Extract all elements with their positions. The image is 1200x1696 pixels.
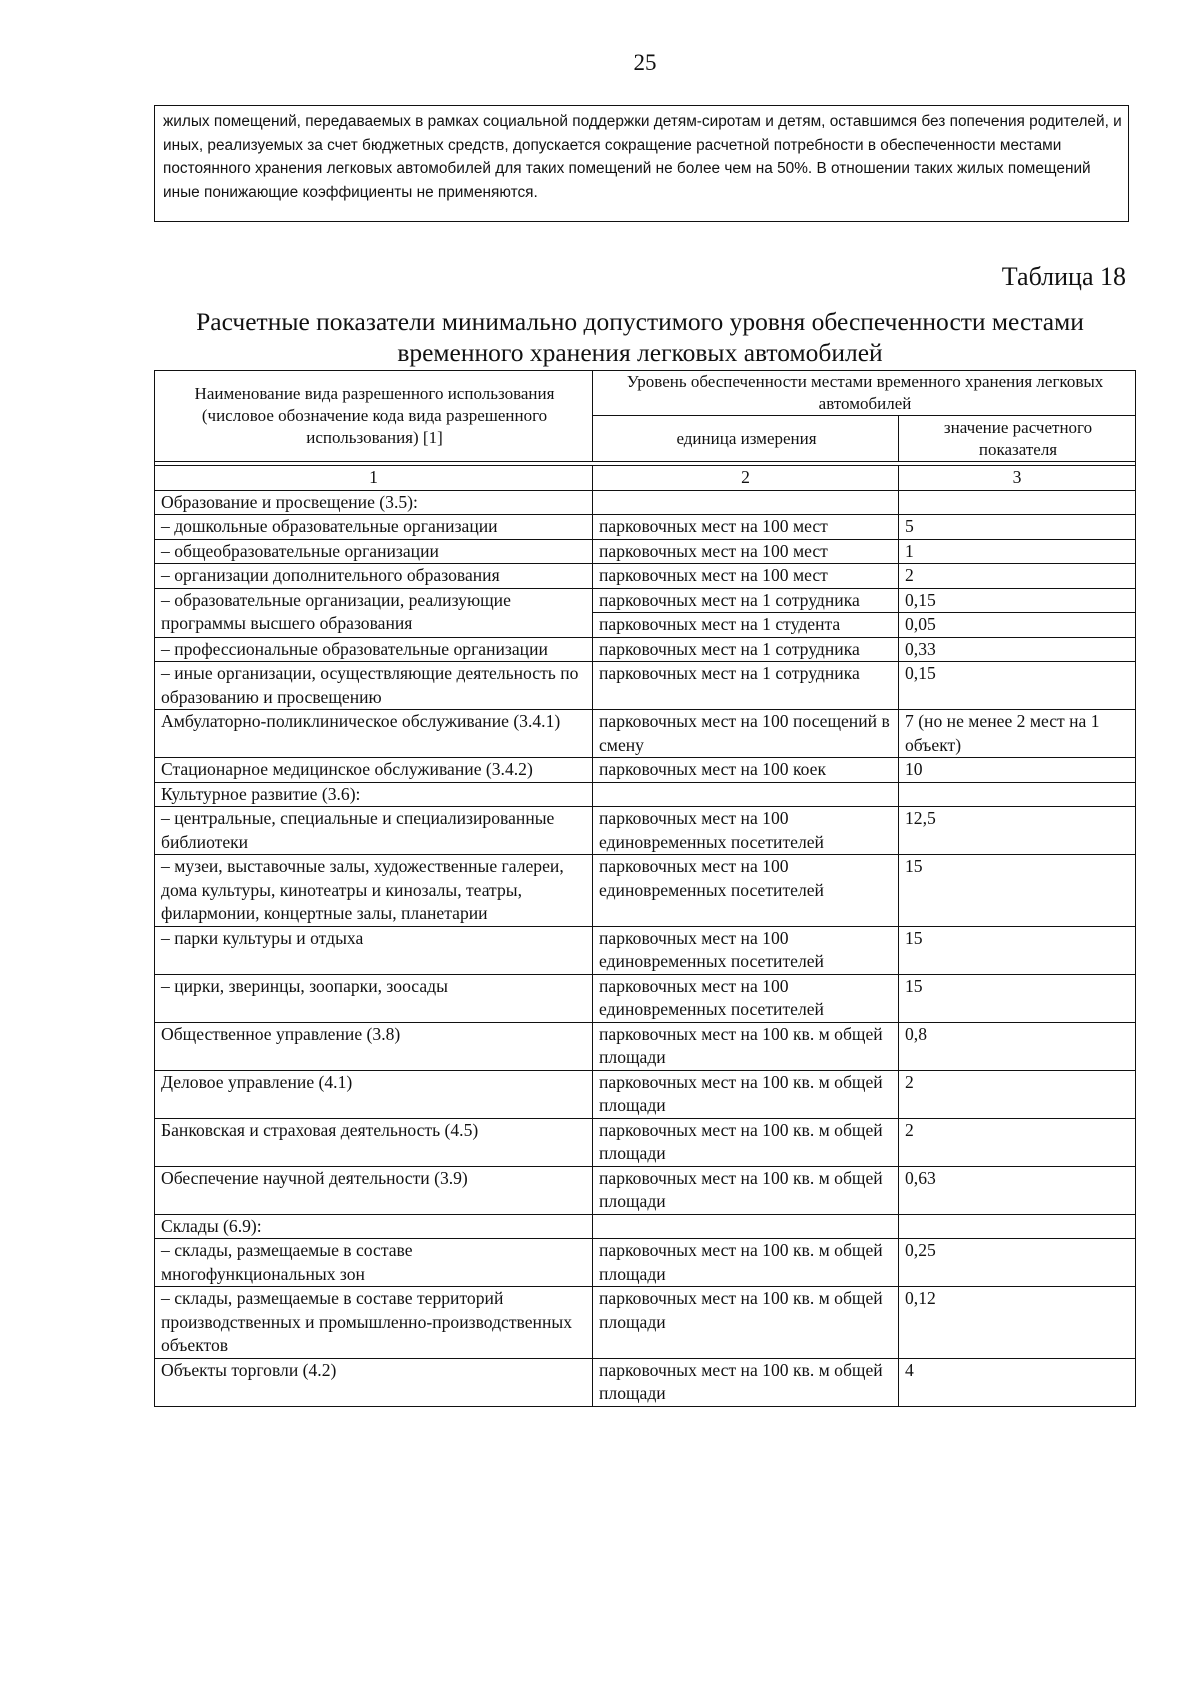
table-row (155, 974, 1136, 1022)
header-col-1: Наименование вида разрешенного использования (числовое обозначение кода вида разрешенного использования) [1] (155, 371, 593, 462)
row-name: Склады (6.9): (155, 1214, 593, 1239)
column-number-3: 3 (899, 466, 1136, 491)
row-name: Обеспечение научной деятельности (3.9) (155, 1166, 593, 1214)
row-unit: парковочных мест на 100 мест (593, 515, 899, 540)
row-name: – центральные, специальные и специализированные библиотеки (155, 807, 593, 855)
row-name: Общественное управление (3.8) (155, 1022, 593, 1070)
table-row (155, 758, 1136, 783)
row-value: 15 (899, 926, 1136, 974)
row-value: 4 (899, 1358, 1136, 1406)
row-name: – организации дополнительного образования (155, 564, 593, 589)
table-row (155, 710, 1136, 758)
row-unit: парковочных мест на 100 кв. м общей площади (593, 1022, 899, 1070)
row-unit: парковочных мест на 100 единовременных посетителей (593, 855, 899, 927)
row-unit: парковочных мест на 100 мест (593, 564, 899, 589)
column-number-1: 1 (155, 466, 593, 491)
table-row (155, 926, 1136, 974)
table-row (155, 1287, 1136, 1359)
row-unit: парковочных мест на 100 кв. м общей площади (593, 1358, 899, 1406)
row-unit: парковочных мест на 100 коек (593, 758, 899, 783)
page-number: 25 (633, 50, 657, 75)
row-value: 0,33 (899, 637, 1136, 662)
row-name: Объекты торговли (4.2) (155, 1358, 593, 1406)
row-value: 15 (899, 974, 1136, 1022)
row-unit (593, 782, 899, 807)
row-name: – профессиональные образовательные организации (155, 637, 593, 662)
header-row-1 (155, 371, 1136, 416)
row-value: 0,8 (899, 1022, 1136, 1070)
row-value: 0,12 (899, 1287, 1136, 1359)
row-unit: парковочных мест на 100 кв. м общей площади (593, 1070, 899, 1118)
table-row (155, 1239, 1136, 1287)
header-group: Уровень обеспеченности местами временного хранения легковых автомобилей (593, 371, 1136, 416)
table-row (155, 1166, 1136, 1214)
row-unit: парковочных мест на 100 кв. м общей площади (593, 1287, 899, 1359)
row-value: 0,15 (899, 588, 1136, 613)
table-row (155, 490, 1136, 515)
table-row (155, 782, 1136, 807)
table-row (155, 588, 1136, 613)
row-value: 0,25 (899, 1239, 1136, 1287)
table-row (155, 1022, 1136, 1070)
table-label: Таблица 18 (1001, 262, 1126, 291)
row-value: 10 (899, 758, 1136, 783)
table-row (155, 637, 1136, 662)
row-value: 0,63 (899, 1166, 1136, 1214)
row-name: – общеобразовательные организации (155, 539, 593, 564)
table-row (155, 539, 1136, 564)
row-unit: парковочных мест на 100 единовременных посетителей (593, 974, 899, 1022)
row-value (899, 1214, 1136, 1239)
row-value: 2 (899, 1070, 1136, 1118)
row-value (899, 782, 1136, 807)
row-unit: парковочных мест на 100 единовременных посетителей (593, 807, 899, 855)
note-box: жилых помещений, передаваемых в рамках социальной поддержки детям-сиротам и детям, оставшимся без попечения родителей, и иных, реализуемых за счет бюджетных средств, допускается сокращение расчетной потребности в обеспеченности местами постоянного хранения легковых автомобилей для таких помещений не более чем на 50%. В отношении таких жилых помещений иные понижающие коэффициенты не применяются. (154, 105, 1129, 222)
row-name: – иные организации, осуществляющие деятельность по образованию и просвещению (155, 662, 593, 710)
row-value: 0,05 (899, 613, 1136, 638)
row-name: Амбулаторно-поликлиническое обслуживание (3.4.1) (155, 710, 593, 758)
table-row (155, 807, 1136, 855)
row-name: – склады, размещаемые в составе территорий производственных и промышленно-производственных объектов (155, 1287, 593, 1359)
table-row (155, 662, 1136, 710)
row-unit: парковочных мест на 1 сотрудника (593, 637, 899, 662)
row-name: – склады, размещаемые в составе многофункциональных зон (155, 1239, 593, 1287)
table-row (155, 1358, 1136, 1406)
row-name: – музеи, выставочные залы, художественные галереи, дома культуры, кинотеатры и кинозалы, театры, филармонии, концертные залы, планетарии (155, 855, 593, 927)
row-unit: парковочных мест на 100 кв. м общей площади (593, 1239, 899, 1287)
row-name: – образовательные организации, реализующие программы высшего образования (155, 588, 593, 637)
row-unit: парковочных мест на 1 сотрудника (593, 588, 899, 613)
row-name: – цирки, зверинцы, зоопарки, зоосады (155, 974, 593, 1022)
table-row (155, 1070, 1136, 1118)
table-title: Расчетные показатели минимально допустимого уровня обеспеченности местами временного хранения легковых автомобилей (196, 307, 1084, 367)
header-col-2: единица измерения (593, 416, 899, 462)
row-value: 0,15 (899, 662, 1136, 710)
row-unit: парковочных мест на 100 посещений в смену (593, 710, 899, 758)
row-unit: парковочных мест на 1 сотрудника (593, 662, 899, 710)
table-row (155, 515, 1136, 540)
row-unit: парковочных мест на 100 мест (593, 539, 899, 564)
row-name: – парки культуры и отдыха (155, 926, 593, 974)
row-value: 2 (899, 1118, 1136, 1166)
parking-table (154, 370, 1136, 1407)
row-name: Образование и просвещение (3.5): (155, 490, 593, 515)
row-value (899, 490, 1136, 515)
table-row (155, 564, 1136, 589)
row-unit (593, 490, 899, 515)
row-value: 2 (899, 564, 1136, 589)
row-value: 15 (899, 855, 1136, 927)
row-value: 1 (899, 539, 1136, 564)
row-name: – дошкольные образовательные организации (155, 515, 593, 540)
row-unit: парковочных мест на 100 кв. м общей площади (593, 1166, 899, 1214)
row-name: Банковская и страховая деятельность (4.5) (155, 1118, 593, 1166)
row-unit: парковочных мест на 100 кв. м общей площади (593, 1118, 899, 1166)
row-value: 7 (но не менее 2 мест на 1 объект) (899, 710, 1136, 758)
row-name: Деловое управление (4.1) (155, 1070, 593, 1118)
row-name: Культурное развитие (3.6): (155, 782, 593, 807)
row-unit (593, 1214, 899, 1239)
row-unit: парковочных мест на 1 студента (593, 613, 899, 638)
row-unit: парковочных мест на 100 единовременных посетителей (593, 926, 899, 974)
column-number-row (155, 466, 1136, 491)
column-number-2: 2 (593, 466, 899, 491)
table-row (155, 855, 1136, 927)
row-name: Стационарное медицинское обслуживание (3.4.2) (155, 758, 593, 783)
table-row (155, 1214, 1136, 1239)
table-row (155, 1118, 1136, 1166)
row-value: 12,5 (899, 807, 1136, 855)
row-value: 5 (899, 515, 1136, 540)
header-col-3: значение расчетного показателя (899, 416, 1136, 462)
